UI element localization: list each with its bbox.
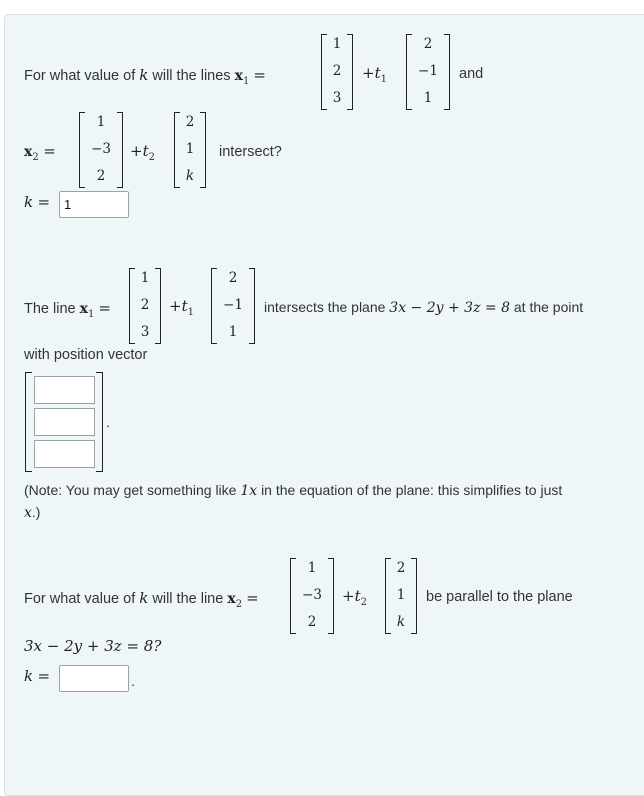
q2-vec-a-1: 2 bbox=[140, 297, 150, 313]
q3-plus: + bbox=[342, 587, 355, 605]
q1-plus2: + bbox=[130, 142, 143, 160]
q1-text-end: intersect? bbox=[219, 144, 282, 160]
q1-param2-sub: 2 bbox=[148, 152, 155, 163]
q1-var-k: k bbox=[139, 66, 149, 84]
q3-line-sub: 2 bbox=[235, 599, 243, 610]
q1-answer-label: k bbox=[24, 193, 34, 211]
q1-vec-a-0: 1 bbox=[332, 36, 342, 52]
q1-vec-d-2: k bbox=[185, 168, 195, 184]
q2-plus: + bbox=[169, 297, 182, 315]
q2-param-sub: 1 bbox=[187, 307, 194, 318]
q1-eq2: = bbox=[43, 142, 56, 160]
q2-vector-b bbox=[211, 268, 255, 344]
q1-line1-name: x bbox=[234, 68, 243, 84]
q1-line2-label bbox=[24, 142, 56, 161]
q2-note-x: x bbox=[24, 505, 32, 521]
q3-answer-input[interactable] bbox=[59, 665, 129, 692]
q1-vec-a-2: 3 bbox=[332, 90, 342, 106]
q1-vec-b-2: 1 bbox=[423, 90, 433, 106]
q2-eq: = bbox=[98, 299, 111, 317]
q3-answer-label: k bbox=[24, 667, 34, 685]
q3-eq: = bbox=[246, 589, 259, 607]
q3-param-sub: 2 bbox=[360, 597, 367, 608]
q2-line-sub: 1 bbox=[87, 309, 95, 320]
q1-line2-name: x bbox=[24, 144, 33, 160]
q3-period: . bbox=[131, 673, 135, 689]
q1-answer-input[interactable] bbox=[59, 191, 129, 218]
q3-answer-eq: = bbox=[37, 667, 51, 685]
q3-plane-equation: 3x − 2y + 3z = 8? bbox=[24, 637, 162, 655]
q1-eq: = bbox=[253, 66, 266, 84]
q3-vec-d-1: 1 bbox=[396, 587, 406, 603]
q3-vec-d-0: 2 bbox=[396, 560, 406, 576]
q1-text-mid: will the lines bbox=[152, 68, 231, 84]
q1-vector-a bbox=[321, 34, 353, 110]
q2-vec-b-2: 1 bbox=[228, 324, 238, 340]
q2-note-rest: in the equation of the plane: this simplifies to just bbox=[261, 482, 563, 498]
q3-vec-c-2: 2 bbox=[307, 614, 317, 630]
q1-param1: t bbox=[374, 64, 381, 82]
q3-answer-row bbox=[24, 667, 50, 686]
q1-vec-d-1: 1 bbox=[185, 141, 195, 157]
q2-note-close: .) bbox=[31, 504, 41, 520]
q1-param1-sub: 1 bbox=[380, 74, 387, 85]
q1-answer-row bbox=[24, 193, 50, 212]
q2-line-name: x bbox=[79, 301, 88, 317]
q2-vec-b-1: −1 bbox=[223, 297, 243, 313]
q3-text-start: For what value of bbox=[24, 591, 136, 607]
q1-text-and: and bbox=[459, 66, 484, 82]
q3-var-k: k bbox=[139, 589, 149, 607]
q1-plus-t2 bbox=[130, 142, 155, 161]
q1-line1-sub: 1 bbox=[242, 76, 250, 87]
q3-line-name: x bbox=[227, 591, 236, 607]
q1-answer-eq: = bbox=[37, 193, 51, 211]
q2-text-start: The line bbox=[24, 301, 76, 317]
q3-param: t bbox=[354, 587, 361, 605]
q1-text-start bbox=[24, 66, 266, 87]
q2-plus-t1 bbox=[169, 297, 194, 316]
q1-plus-t1 bbox=[362, 64, 387, 83]
q1-vec-b-1: −1 bbox=[418, 63, 438, 79]
q1-vec-a-1: 2 bbox=[332, 63, 342, 79]
q2-answer-matrix bbox=[25, 372, 103, 472]
q3-vec-c-0: 1 bbox=[307, 560, 317, 576]
q1-vec-d-0: 2 bbox=[185, 114, 195, 130]
q2-answer-x-input[interactable] bbox=[34, 376, 95, 404]
q1-vec-c-2: 2 bbox=[96, 168, 106, 184]
q3-text-mid: will the line bbox=[152, 591, 224, 607]
q3-intro bbox=[24, 589, 259, 610]
q2-text-mid: intersects the plane bbox=[264, 299, 386, 315]
q3-plus-t2 bbox=[342, 587, 367, 606]
q2-intro bbox=[24, 299, 111, 320]
q1-vector-d bbox=[174, 112, 206, 188]
q3-vec-d-2: k bbox=[396, 614, 406, 630]
q2-text-position: with position vector bbox=[24, 347, 148, 363]
q1-line2-sub: 2 bbox=[32, 152, 39, 163]
q3-vector-c bbox=[290, 558, 334, 634]
q2-vec-a-2: 3 bbox=[140, 324, 150, 340]
q1-vector-b bbox=[406, 34, 450, 110]
q2-note-expr: 1x bbox=[240, 483, 258, 499]
q2-vec-a-0: 1 bbox=[140, 270, 150, 286]
q3-vector-d bbox=[385, 558, 417, 634]
q1-vec-c-1: −3 bbox=[91, 141, 111, 157]
q2-text-end: at the point bbox=[513, 299, 584, 315]
q1-param2: t bbox=[142, 142, 149, 160]
q2-period: . bbox=[106, 414, 110, 430]
q2-vector-a bbox=[129, 268, 161, 344]
q1-vector-c bbox=[79, 112, 123, 188]
q2-vec-b-0: 2 bbox=[228, 270, 238, 286]
q3-vec-c-1: −3 bbox=[302, 587, 322, 603]
q1-text-start-label: For what value of bbox=[24, 68, 136, 84]
q2-answer-y-input[interactable] bbox=[34, 408, 95, 436]
q2-note-start: (Note: You may get something like bbox=[24, 482, 237, 498]
q1-plus: + bbox=[362, 64, 375, 82]
q2-plane-equation: 3x − 2y + 3z = 8 bbox=[389, 300, 510, 316]
q1-vec-b-0: 2 bbox=[423, 36, 433, 52]
q1-vec-c-0: 1 bbox=[96, 114, 106, 130]
q2-text-plane bbox=[264, 299, 583, 316]
q2-note-line2 bbox=[24, 504, 40, 521]
q2-answer-z-input[interactable] bbox=[34, 440, 95, 468]
q3-text-end: be parallel to the plane bbox=[426, 589, 573, 605]
q2-param: t bbox=[181, 297, 188, 315]
q2-note-line1 bbox=[24, 482, 562, 499]
